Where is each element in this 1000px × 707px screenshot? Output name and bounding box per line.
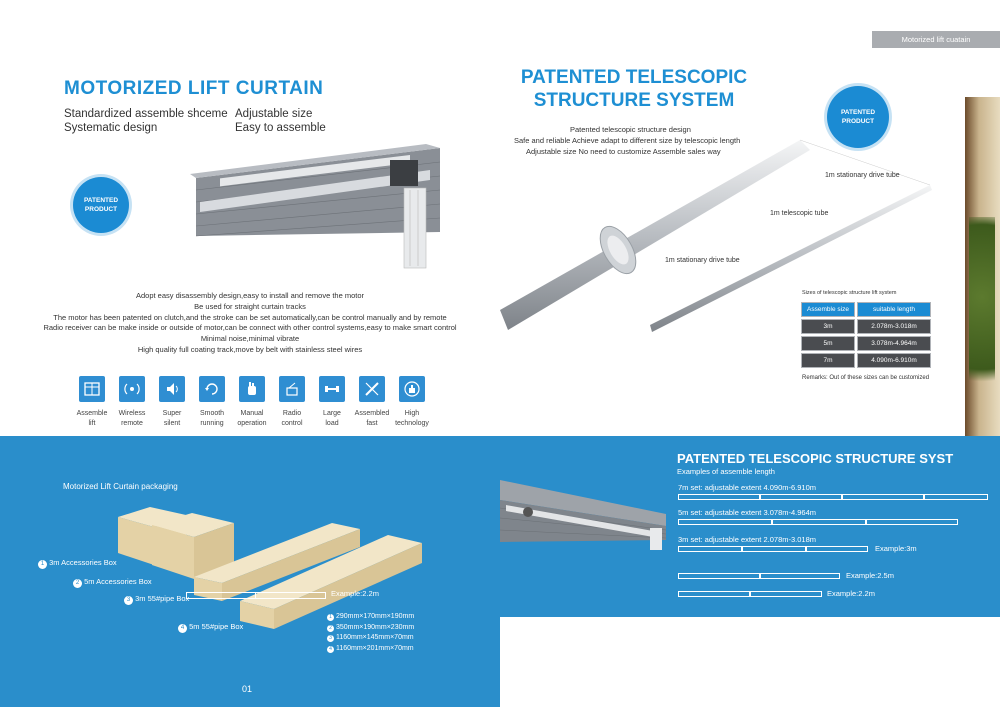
description-line: The motor has been patented on clutch,and the stroke can be set automatically,can be control manually and by remote — [53, 312, 447, 322]
box-label-2: 2 5m Accessories Box — [73, 577, 152, 588]
set-5m-bar — [678, 519, 958, 525]
description-line: Radio receiver can be make inside or outside of motor,can be connect with other control systems,easy to make smart control — [43, 323, 457, 333]
feature-item: Large load — [312, 376, 352, 429]
example-label-left: Example:2.2m — [331, 589, 379, 598]
example-2-5m: Example:2.5m — [846, 571, 894, 580]
feature-3: Systematic design — [64, 122, 158, 134]
description-line: Adopt easy disassembly design,easy to install and remove the motor — [135, 291, 365, 300]
page-number: 01 — [242, 684, 253, 694]
feature-4: Easy to assemble — [235, 122, 326, 134]
set-3m-bar — [678, 546, 868, 552]
example-2-2m: Example:2.2m — [827, 589, 875, 598]
example-2-5m-bar — [678, 573, 840, 579]
remarks: Remarks: Out of these sizes can be customized — [802, 375, 930, 381]
table-header: suitable length — [857, 302, 931, 317]
hand-icon — [239, 376, 265, 402]
bottom-title: PATENTED TELESCOPIC STRUCTURE SYST — [677, 451, 954, 466]
feature-item: High technology — [392, 376, 432, 429]
description-line: High quality full coating track,move by belt with stainless steel wires — [137, 344, 363, 354]
rotate-icon — [199, 376, 225, 402]
thumbs-up-icon — [399, 376, 425, 402]
table-row: 5m 3.078m-4.964m — [801, 336, 931, 351]
feature-item: Wireless remote — [112, 376, 152, 429]
radio-icon — [279, 376, 305, 402]
table-header-row — [801, 302, 931, 317]
right-title: PATENTED TELESCOPIC STRUCTURE SYSTEM — [520, 67, 748, 111]
wireless-icon — [119, 376, 145, 402]
feature-item: Assemble lift — [72, 376, 112, 429]
box-label-3: 3 3m 55#pipe Box — [124, 594, 189, 605]
description-line: Minimal noise,minimal vibrate — [200, 334, 300, 344]
table-row: 3m 2.078m-3.018m — [801, 319, 931, 334]
dimension-item: 3 1160mm×145mm×70mm — [327, 633, 414, 644]
tube-label-3: 1m stationary drive tube — [665, 257, 740, 264]
dimensions-list — [327, 612, 414, 654]
box-label-1: 1 3m Accessories Box — [38, 558, 117, 569]
description-line: Be used for straight curtain tracks — [194, 301, 306, 311]
packaging-title: Motorized Lift Curtain packaging — [63, 482, 178, 491]
box-label-4: 4 5m 55#pipe Box — [178, 622, 243, 633]
feature-item: Assembled fast — [352, 376, 392, 429]
example-2-2m-bar — [678, 591, 822, 597]
dimension-item: 4 1160mm×201mm×70mm — [327, 644, 414, 655]
patented-badge-right: PATENTED PRODUCT — [827, 86, 889, 148]
table-caption: Sizes of telescopic structure lift system — [802, 290, 897, 296]
size-table — [799, 300, 933, 370]
table-row: 7m 4.090m-6.910m — [801, 353, 931, 368]
header-tag: Motorized lift cuatain — [872, 31, 1000, 48]
example-bar-left — [186, 592, 326, 599]
feature-item: Manual operation — [232, 376, 272, 429]
right-subtitle: Patented telescopic structure design Safe and reliable Achieve adapt to different size by telescopic length Adjustable size No need to customize Assemble sales way — [514, 125, 741, 156]
feature-item: Super silent — [152, 376, 192, 429]
tools-icon — [359, 376, 385, 402]
feature-1: Standardized assemble shceme — [64, 108, 228, 120]
bottom-subtitle: Examples of assemble length — [677, 467, 775, 476]
set-7m-bar — [678, 494, 988, 500]
lift-icon — [79, 376, 105, 402]
left-title: MOTORIZED LIFT CURTAIN — [64, 78, 324, 99]
tube-label-1: 1m stationary drive tube — [825, 172, 900, 179]
curtain-track-illustration — [190, 140, 455, 280]
feature-item: Radio control — [272, 376, 312, 429]
patented-badge-left: PATENTED PRODUCT — [73, 177, 129, 233]
description-block — [0, 291, 500, 356]
set-3m: 3m set: adjustable extent 2.078m-3.018m — [678, 535, 816, 544]
feature-2: Adjustable size — [235, 108, 313, 120]
feature-icons-row — [72, 376, 432, 429]
example-3m: Example:3m — [875, 544, 917, 553]
speaker-icon — [159, 376, 185, 402]
dumbbell-icon — [319, 376, 345, 402]
table-header: Assemble size — [801, 302, 855, 317]
dimension-item: 2 350mm×190mm×230mm — [327, 623, 414, 634]
track-assembly-illustration — [500, 478, 666, 558]
feature-item: Smooth running — [192, 376, 232, 429]
dimension-item: 1 290mm×170mm×190mm — [327, 612, 414, 623]
tube-label-2: 1m telescopic tube — [770, 210, 829, 217]
set-7m: 7m set: adjustable extent 4.090m-6.910m — [678, 483, 816, 492]
set-5m: 5m set: adjustable extent 3.078m-4.964m — [678, 508, 816, 517]
